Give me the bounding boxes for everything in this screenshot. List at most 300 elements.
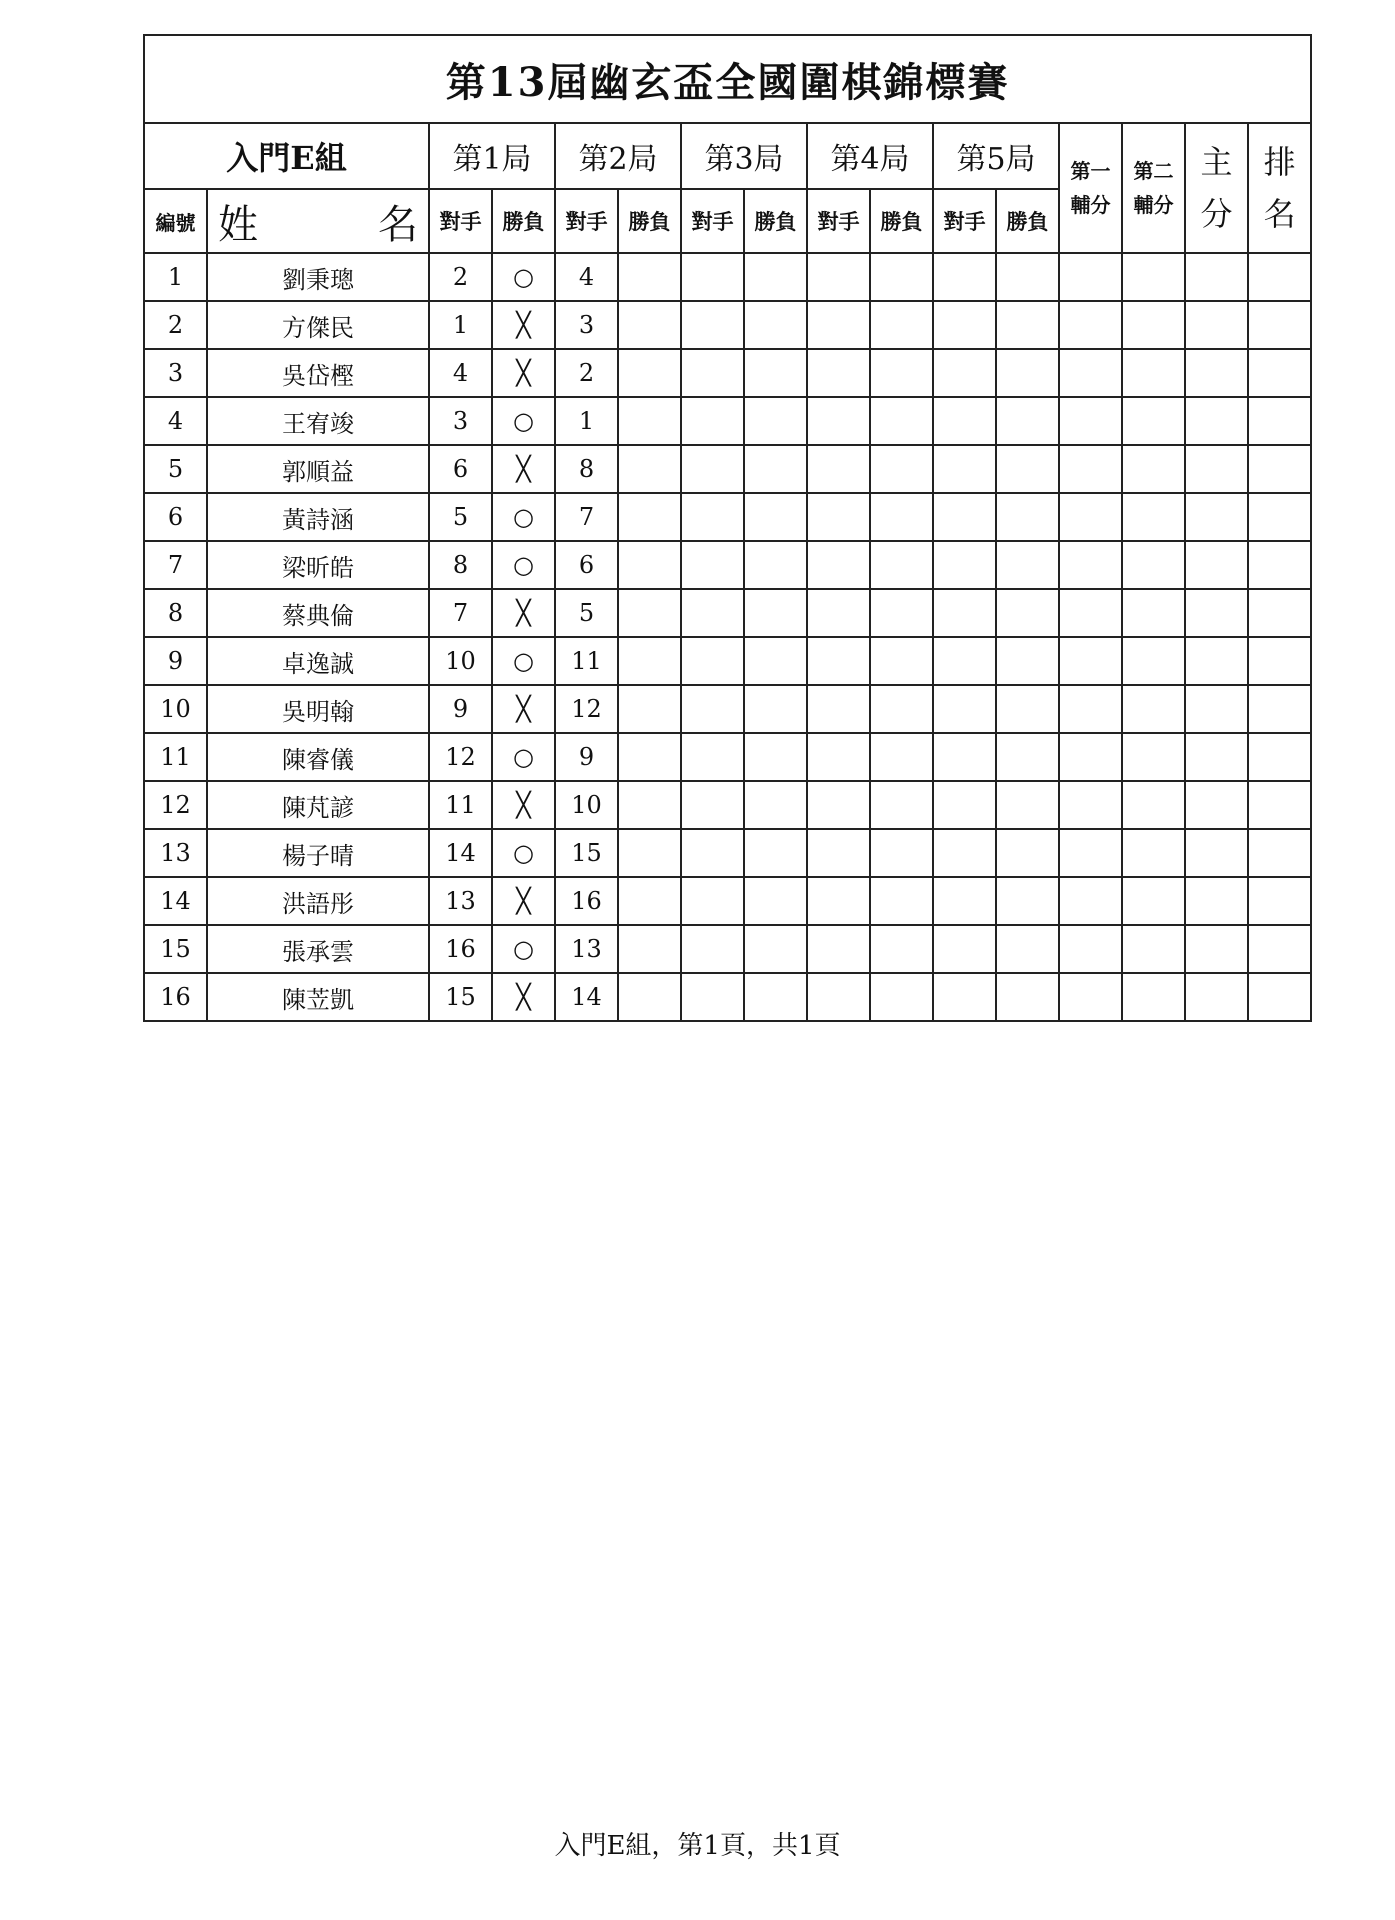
- round-4-result: [870, 829, 933, 877]
- aux-score-2-cell: [1122, 973, 1185, 1021]
- rank-cell: [1248, 349, 1311, 397]
- round-4-opponent: [807, 781, 870, 829]
- round-2-opponent: 1: [555, 397, 618, 445]
- aux1-line1: 第一: [1070, 159, 1111, 183]
- round-1-result: ╳: [492, 445, 555, 493]
- aux-score-1-cell: [1059, 637, 1122, 685]
- round-1-result: ○: [492, 541, 555, 589]
- round-4-opponent: [807, 349, 870, 397]
- main-score-header: [1185, 123, 1248, 253]
- round-3-opponent: [681, 445, 744, 493]
- page-footer: 入門E組，第1頁，共1頁: [554, 1831, 841, 1861]
- round-2-header: 第2局: [555, 123, 681, 189]
- round-4-result: [870, 925, 933, 973]
- player-name: 陳苙凱: [207, 973, 429, 1021]
- player-name: 張承雲: [207, 925, 429, 973]
- rank-cell: [1248, 685, 1311, 733]
- round-5-opponent: [933, 685, 996, 733]
- round-4-result: [870, 877, 933, 925]
- r2-opponent-header: 對手: [555, 189, 618, 253]
- round-4-opponent: [807, 445, 870, 493]
- round-3-result: [744, 541, 807, 589]
- main-score-cell: [1185, 253, 1248, 301]
- table-row: [144, 541, 1311, 589]
- round-2-opponent: 7: [555, 493, 618, 541]
- rank-cell: [1248, 589, 1311, 637]
- round-2-result: [618, 493, 681, 541]
- round-3-opponent: [681, 733, 744, 781]
- rank-line2: 名: [1263, 195, 1296, 233]
- round-3-result: [744, 973, 807, 1021]
- aux-score-1-cell: [1059, 253, 1122, 301]
- aux-score-1-cell: [1059, 973, 1122, 1021]
- round-1-opponent: 16: [429, 925, 492, 973]
- round-2-result: [618, 349, 681, 397]
- round-5-opponent: [933, 349, 996, 397]
- round-5-opponent: [933, 301, 996, 349]
- round-5-result: [996, 973, 1059, 1021]
- player-number: 9: [144, 637, 207, 685]
- round-1-opponent: 5: [429, 493, 492, 541]
- aux-score-2-cell: [1122, 397, 1185, 445]
- round-2-result: [618, 973, 681, 1021]
- round-5-opponent: [933, 733, 996, 781]
- round-1-opponent: 9: [429, 685, 492, 733]
- player-name: 洪語彤: [207, 877, 429, 925]
- aux-score-1-cell: [1059, 445, 1122, 493]
- round-3-opponent: [681, 685, 744, 733]
- round-1-opponent: 4: [429, 349, 492, 397]
- round-2-opponent: 8: [555, 445, 618, 493]
- round-4-opponent: [807, 541, 870, 589]
- main-score-cell: [1185, 973, 1248, 1021]
- rank-cell: [1248, 445, 1311, 493]
- round-3-result: [744, 253, 807, 301]
- round-4-result: [870, 973, 933, 1021]
- round-1-opponent: 1: [429, 301, 492, 349]
- main-score-cell: [1185, 637, 1248, 685]
- round-3-header: 第3局: [681, 123, 807, 189]
- round-5-result: [996, 925, 1059, 973]
- round-4-opponent: [807, 829, 870, 877]
- rank-cell: [1248, 877, 1311, 925]
- standings-table: [143, 34, 1312, 1022]
- round-5-opponent: [933, 589, 996, 637]
- player-number: 3: [144, 349, 207, 397]
- round-1-result: ╳: [492, 349, 555, 397]
- main-score-cell: [1185, 829, 1248, 877]
- round-1-result: ╳: [492, 301, 555, 349]
- r5-opponent-header: 對手: [933, 189, 996, 253]
- round-2-opponent: 10: [555, 781, 618, 829]
- round-5-result: [996, 445, 1059, 493]
- r2-result-header: 勝負: [618, 189, 681, 253]
- round-4-result: [870, 589, 933, 637]
- rank-cell: [1248, 829, 1311, 877]
- table-row: [144, 445, 1311, 493]
- round-1-result: ○: [492, 925, 555, 973]
- player-number: 2: [144, 301, 207, 349]
- aux-score-1-cell: [1059, 829, 1122, 877]
- round-4-opponent: [807, 685, 870, 733]
- round-1-opponent: 11: [429, 781, 492, 829]
- rank-cell: [1248, 493, 1311, 541]
- main-score-cell: [1185, 733, 1248, 781]
- round-5-opponent: [933, 397, 996, 445]
- r4-result-header: 勝負: [870, 189, 933, 253]
- table-row: [144, 829, 1311, 877]
- round-2-opponent: 2: [555, 349, 618, 397]
- round-5-result: [996, 349, 1059, 397]
- rank-cell: [1248, 781, 1311, 829]
- round-1-result: ╳: [492, 973, 555, 1021]
- round-5-result: [996, 253, 1059, 301]
- round-2-opponent: 4: [555, 253, 618, 301]
- aux2-line2: 輔分: [1133, 193, 1174, 217]
- player-number: 11: [144, 733, 207, 781]
- player-number: 13: [144, 829, 207, 877]
- player-number: 7: [144, 541, 207, 589]
- rank-cell: [1248, 925, 1311, 973]
- round-4-opponent: [807, 397, 870, 445]
- round-2-result: [618, 541, 681, 589]
- round-5-opponent: [933, 781, 996, 829]
- round-1-result: ╳: [492, 877, 555, 925]
- round-1-result: ╳: [492, 589, 555, 637]
- player-number: 14: [144, 877, 207, 925]
- round-2-opponent: 5: [555, 589, 618, 637]
- round-5-result: [996, 781, 1059, 829]
- round-2-result: [618, 589, 681, 637]
- round-4-result: [870, 349, 933, 397]
- r5-result-header: 勝負: [996, 189, 1059, 253]
- round-3-opponent: [681, 397, 744, 445]
- round-3-opponent: [681, 829, 744, 877]
- round-4-result: [870, 685, 933, 733]
- round-2-opponent: 14: [555, 973, 618, 1021]
- round-3-opponent: [681, 349, 744, 397]
- round-5-result: [996, 541, 1059, 589]
- round-2-result: [618, 253, 681, 301]
- aux-score-1-cell: [1059, 877, 1122, 925]
- rank-header: [1248, 123, 1311, 253]
- aux-score-1-cell: [1059, 541, 1122, 589]
- round-2-result: [618, 925, 681, 973]
- aux-score-2-cell: [1122, 541, 1185, 589]
- round-2-opponent: 15: [555, 829, 618, 877]
- round-1-opponent: 3: [429, 397, 492, 445]
- main-line2: 分: [1200, 195, 1233, 233]
- round-3-result: [744, 685, 807, 733]
- table-row: [144, 685, 1311, 733]
- aux-score-1-cell: [1059, 349, 1122, 397]
- round-5-opponent: [933, 541, 996, 589]
- round-1-result: ╳: [492, 781, 555, 829]
- round-3-opponent: [681, 589, 744, 637]
- name-header-2: 名: [378, 201, 418, 248]
- aux-score-2-cell: [1122, 781, 1185, 829]
- standings-sheet: [143, 34, 1311, 1022]
- round-3-result: [744, 493, 807, 541]
- round-2-opponent: 11: [555, 637, 618, 685]
- player-number: 15: [144, 925, 207, 973]
- table-row: [144, 781, 1311, 829]
- aux-score-2-cell: [1122, 925, 1185, 973]
- round-1-result: ○: [492, 637, 555, 685]
- round-4-result: [870, 397, 933, 445]
- round-5-result: [996, 589, 1059, 637]
- round-5-opponent: [933, 445, 996, 493]
- aux-score-2-cell: [1122, 877, 1185, 925]
- round-3-result: [744, 349, 807, 397]
- round-5-opponent: [933, 253, 996, 301]
- round-1-opponent: 10: [429, 637, 492, 685]
- round-4-opponent: [807, 877, 870, 925]
- round-2-result: [618, 781, 681, 829]
- round-1-result: ○: [492, 493, 555, 541]
- aux-score-2-cell: [1122, 445, 1185, 493]
- round-3-result: [744, 637, 807, 685]
- round-3-result: [744, 397, 807, 445]
- round-3-result: [744, 445, 807, 493]
- round-5-opponent: [933, 637, 996, 685]
- aux-score-1-cell: [1059, 733, 1122, 781]
- rank-cell: [1248, 973, 1311, 1021]
- player-number: 5: [144, 445, 207, 493]
- round-2-result: [618, 733, 681, 781]
- round-3-result: [744, 877, 807, 925]
- aux2-line1: 第二: [1133, 159, 1174, 183]
- aux-score-1-header: [1059, 123, 1122, 253]
- round-3-opponent: [681, 781, 744, 829]
- round-1-header: 第1局: [429, 123, 555, 189]
- aux-score-2-cell: [1122, 349, 1185, 397]
- round-4-result: [870, 301, 933, 349]
- table-row: [144, 253, 1311, 301]
- main-score-cell: [1185, 301, 1248, 349]
- table-row: [144, 637, 1311, 685]
- round-1-result: ╳: [492, 685, 555, 733]
- round-3-opponent: [681, 541, 744, 589]
- round-1-result: ○: [492, 829, 555, 877]
- main-score-cell: [1185, 685, 1248, 733]
- r4-opponent-header: 對手: [807, 189, 870, 253]
- round-4-opponent: [807, 301, 870, 349]
- round-5-opponent: [933, 973, 996, 1021]
- round-2-result: [618, 397, 681, 445]
- player-number: 12: [144, 781, 207, 829]
- round-3-opponent: [681, 637, 744, 685]
- player-name: 陳芃諺: [207, 781, 429, 829]
- aux-score-2-cell: [1122, 301, 1185, 349]
- aux-score-2-cell: [1122, 733, 1185, 781]
- round-3-opponent: [681, 925, 744, 973]
- round-5-result: [996, 733, 1059, 781]
- group-name: 入門E組: [144, 123, 429, 189]
- main-score-cell: [1185, 781, 1248, 829]
- round-2-result: [618, 877, 681, 925]
- rank-cell: [1248, 397, 1311, 445]
- round-4-result: [870, 253, 933, 301]
- main-score-cell: [1185, 589, 1248, 637]
- number-header: 編號: [144, 189, 207, 253]
- round-4-opponent: [807, 973, 870, 1021]
- round-5-result: [996, 397, 1059, 445]
- round-2-result: [618, 301, 681, 349]
- rank-cell: [1248, 733, 1311, 781]
- round-1-opponent: 2: [429, 253, 492, 301]
- r3-result-header: 勝負: [744, 189, 807, 253]
- table-row: [144, 877, 1311, 925]
- player-rows: [144, 253, 1311, 1021]
- main-score-cell: [1185, 493, 1248, 541]
- round-5-result: [996, 877, 1059, 925]
- round-2-result: [618, 829, 681, 877]
- round-2-opponent: 9: [555, 733, 618, 781]
- round-5-opponent: [933, 493, 996, 541]
- r1-result-header: 勝負: [492, 189, 555, 253]
- round-1-result: ○: [492, 397, 555, 445]
- aux-score-1-cell: [1059, 685, 1122, 733]
- round-4-result: [870, 637, 933, 685]
- tournament-title: 第13屆幽玄盃全國圍棋錦標賽: [144, 35, 1311, 123]
- round-3-opponent: [681, 253, 744, 301]
- round-3-result: [744, 829, 807, 877]
- rank-cell: [1248, 541, 1311, 589]
- round-5-opponent: [933, 829, 996, 877]
- rank-cell: [1248, 301, 1311, 349]
- aux-score-1-cell: [1059, 589, 1122, 637]
- player-number: 10: [144, 685, 207, 733]
- round-1-result: ○: [492, 253, 555, 301]
- round-1-opponent: 7: [429, 589, 492, 637]
- round-2-opponent: 12: [555, 685, 618, 733]
- round-4-result: [870, 541, 933, 589]
- rank-cell: [1248, 253, 1311, 301]
- aux1-line2: 輔分: [1070, 193, 1111, 217]
- rank-line1: 排: [1263, 143, 1296, 181]
- table-row: [144, 589, 1311, 637]
- round-3-result: [744, 781, 807, 829]
- player-number: 16: [144, 973, 207, 1021]
- round-2-result: [618, 685, 681, 733]
- player-name: 王宥竣: [207, 397, 429, 445]
- round-4-result: [870, 781, 933, 829]
- round-2-opponent: 16: [555, 877, 618, 925]
- round-3-result: [744, 925, 807, 973]
- player-number: 8: [144, 589, 207, 637]
- aux-score-1-cell: [1059, 397, 1122, 445]
- round-2-result: [618, 637, 681, 685]
- main-score-cell: [1185, 349, 1248, 397]
- player-name: 卓逸誠: [207, 637, 429, 685]
- table-row: [144, 349, 1311, 397]
- round-4-opponent: [807, 733, 870, 781]
- round-2-opponent: 13: [555, 925, 618, 973]
- main-score-cell: [1185, 541, 1248, 589]
- round-3-result: [744, 589, 807, 637]
- round-5-result: [996, 301, 1059, 349]
- round-4-opponent: [807, 925, 870, 973]
- table-row: [144, 973, 1311, 1021]
- main-score-cell: [1185, 445, 1248, 493]
- round-1-opponent: 12: [429, 733, 492, 781]
- round-4-opponent: [807, 589, 870, 637]
- aux-score-1-cell: [1059, 925, 1122, 973]
- player-name: 劉秉璁: [207, 253, 429, 301]
- table-row: [144, 493, 1311, 541]
- name-header-1: 姓: [218, 201, 258, 248]
- aux-score-2-cell: [1122, 253, 1185, 301]
- r3-opponent-header: 對手: [681, 189, 744, 253]
- table-row: [144, 397, 1311, 445]
- round-4-opponent: [807, 493, 870, 541]
- round-3-result: [744, 733, 807, 781]
- round-4-result: [870, 733, 933, 781]
- aux-score-2-cell: [1122, 493, 1185, 541]
- round-5-result: [996, 493, 1059, 541]
- round-4-header: 第4局: [807, 123, 933, 189]
- player-name: 吳岱樫: [207, 349, 429, 397]
- player-number: 4: [144, 397, 207, 445]
- round-3-opponent: [681, 301, 744, 349]
- round-2-opponent: 3: [555, 301, 618, 349]
- player-name: 黃詩涵: [207, 493, 429, 541]
- aux-score-1-cell: [1059, 301, 1122, 349]
- round-3-result: [744, 301, 807, 349]
- round-4-result: [870, 493, 933, 541]
- main-score-cell: [1185, 925, 1248, 973]
- player-name: 方傑民: [207, 301, 429, 349]
- round-3-opponent: [681, 877, 744, 925]
- round-4-opponent: [807, 253, 870, 301]
- player-name: 梁昕皓: [207, 541, 429, 589]
- aux-score-2-cell: [1122, 685, 1185, 733]
- round-4-result: [870, 445, 933, 493]
- round-1-opponent: 6: [429, 445, 492, 493]
- r1-opponent-header: 對手: [429, 189, 492, 253]
- round-4-opponent: [807, 637, 870, 685]
- player-number: 6: [144, 493, 207, 541]
- player-number: 1: [144, 253, 207, 301]
- player-name: 陳睿儀: [207, 733, 429, 781]
- aux-score-2-header: [1122, 123, 1185, 253]
- round-1-opponent: 13: [429, 877, 492, 925]
- round-5-header: 第5局: [933, 123, 1059, 189]
- round-3-opponent: [681, 493, 744, 541]
- aux-score-2-cell: [1122, 589, 1185, 637]
- name-header: [207, 189, 429, 253]
- round-5-result: [996, 685, 1059, 733]
- main-score-cell: [1185, 877, 1248, 925]
- aux-score-1-cell: [1059, 781, 1122, 829]
- aux-score-1-cell: [1059, 493, 1122, 541]
- aux-score-2-cell: [1122, 829, 1185, 877]
- player-name: 蔡典倫: [207, 589, 429, 637]
- round-2-opponent: 6: [555, 541, 618, 589]
- round-1-opponent: 14: [429, 829, 492, 877]
- main-score-cell: [1185, 397, 1248, 445]
- player-name: 郭順益: [207, 445, 429, 493]
- round-1-opponent: 15: [429, 973, 492, 1021]
- player-name: 吳明翰: [207, 685, 429, 733]
- main-line1: 主: [1200, 143, 1233, 181]
- table-row: [144, 301, 1311, 349]
- round-5-result: [996, 637, 1059, 685]
- round-2-result: [618, 445, 681, 493]
- table-row: [144, 733, 1311, 781]
- round-1-opponent: 8: [429, 541, 492, 589]
